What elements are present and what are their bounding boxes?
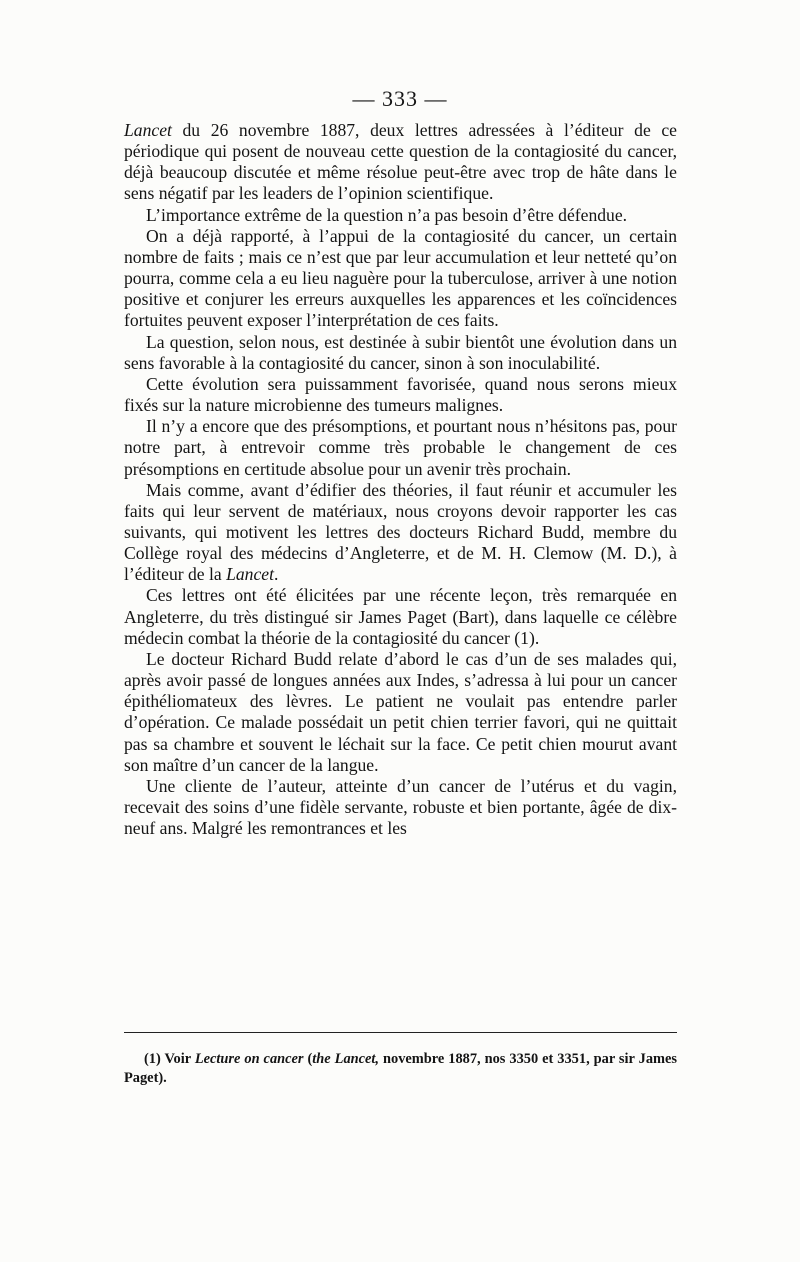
paragraph [124,416,677,479]
italic-text: the Lancet, [312,1051,380,1067]
footnote-divider [124,1032,677,1033]
paragraph [124,649,677,776]
text-run: novembre 1887, nos 3350 et 3351, par sir James Paget). [124,1051,677,1086]
paragraph [124,480,677,586]
text-run: ( [303,1051,313,1067]
italic-text: Lecture on cancer [194,1051,304,1067]
text-run: Le docteur Richard Budd relate d’abord le cas d’un de ses malades qui, après avoir passé de longues années aux Indes, s’adressa à lui pour un cancer épithéliomateux des lèvres. Le patient ne voulait pas entendre parler d’opération. Ce malade possédait un petit chien terrier favori, qui ne quittait pas sa chambre et souvent le léchait sur la face. Ce petit chien mourut avant son maître d’un cancer de la langue. [124,648,677,775]
text-run: L’importance extrême de la question n’a pas besoin d’être défendue. [146,204,628,225]
paragraph [124,332,677,374]
text-run: du 26 novembre 1887, deux lettres adressées à l’éditeur de ce périodique qui posent de nouveau cette question de la contagiosité du cancer, déjà beaucoup discutée et même résolue peut-être avec trop de hâte dans le sens négatif par les leaders de l’opinion scientifique. [124,120,677,204]
text-run: Mais comme, avant d’édifier des théories, il faut réunir et accumuler les faits qui leur servent de matériaux, nous croyons devoir rapporter les cas suivants, qui motivent les lettres des docteurs Richard Budd, membre du Collège royal des médecins d’Angleterre, et de M. H. Clemow (M. D.), à l’éditeur de la [124,479,677,585]
paragraph [124,226,677,332]
page-number: — 333 — [352,86,448,111]
italic-text: Lancet [124,120,172,140]
body-text [124,120,677,839]
text-run: La question, selon nous, est destinée à subir bientôt une évolution dans un sens favorable à la contagiosité du cancer, sinon à son inoculabilité. [124,331,677,373]
paragraph [124,120,677,205]
text-run: (1) Voir [144,1051,195,1067]
italic-text: Lancet [226,564,274,585]
paragraph [124,374,677,416]
paragraph [124,585,677,648]
text-run: Une cliente de l’auteur, atteinte d’un cancer de l’utérus et du vagin, recevait des soins d’une fidèle servante, robuste et bien portante, âgée de dix-neuf ans. Malgré les remontrances et les [124,775,677,839]
text-run: On a déjà rapporté, à l’appui de la contagiosité du cancer, un certain nombre de faits ; mais ce n’est que par leur accumulation et leur netteté qu’on pourra, comme cela a eu lieu naguère pour la tuberculose, arriver à une notion positive et conjurer les erreurs auxquelles les apparences et les coïncidences fortuites peuvent exposer l’interprétation de ces faits. [124,225,677,331]
text-run: Ces lettres ont été élicitées par une récente leçon, très remarquée en Angleterre, du très distingué sir James Paget (Bart), dans laquelle ce célèbre médecin combat la théorie de la contagiosité du cancer (1). [124,585,677,648]
text-run: . [273,564,279,585]
paragraph [124,776,677,839]
paragraph [124,205,677,226]
footnote [124,1050,677,1088]
footnote-text [124,1051,677,1086]
text-run: Cette évolution sera puissamment favorisée, quand nous serons mieux fixés sur la nature microbienne des tumeurs malignes. [124,373,677,416]
text-run: Il n’y a encore que des présomptions, et pourtant nous n’hésitons pas, pour notre part, à entrevoir comme très probable le changement de ces présomptions en certitude absolue pour un avenir très prochain. [124,416,677,479]
